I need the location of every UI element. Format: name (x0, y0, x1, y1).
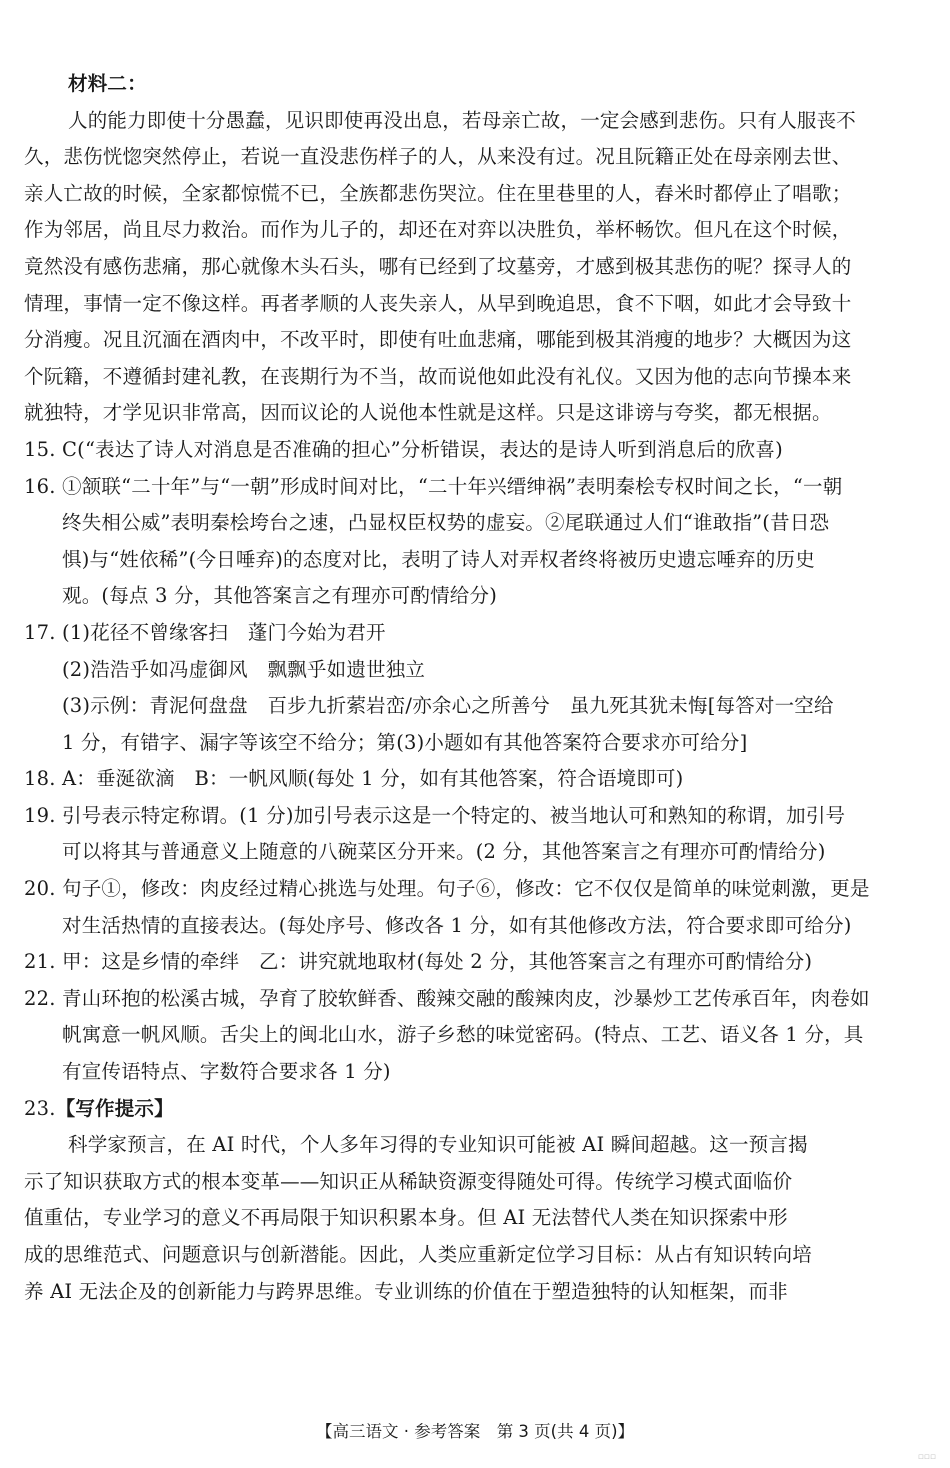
answer-15: 15. C(“表达了诗人对消息是否准确的担心”分析错误，表达的是诗人听到消息后的欣喜) (24, 437, 783, 461)
paragraph-line: 情理，事情一定不像这样。再者孝顺的人丧失亲人，从早到晚追思，食不下咽，如此才会导致十 (24, 291, 852, 315)
paragraph-line: 示了知识获取方式的根本变革——知识正从稀缺资源变得随处可得。传统学习模式面临价 (24, 1169, 793, 1193)
paragraph-line: 竟然没有感伤悲痛，那心就像木头石头，哪有已经到了坟墓旁，才感到极其悲伤的呢？探寻人的 (24, 254, 852, 278)
answer-line: 19. 引号表示特定称谓。(1 分)加引号表示这是一个特定的、被当地认可和熟知的称谓，加引号 (24, 803, 846, 827)
paragraph-line: 就独特，才学见识非常高，因而议论的人说他本性就是这样。只是这诽谤与夸奖，都无根据。 (24, 401, 832, 425)
answer-line: 可以将其与普通意义上随意的八碗菜区分开来。(2 分，其他答案言之有理亦可酌情给分) (62, 840, 826, 864)
page-footer: 【高三语文 · 参考答案 第 3 页(共 4 页)】 (315, 1422, 635, 1441)
paragraph-line: 久，悲伤恍惚突然停止，若说一直没悲伤样子的人，从来没有过。况且阮籍正处在母亲刚去世、 (24, 145, 852, 169)
paragraph-line: 养 AI 无法企及的创新能力与跨界思维。专业训练的价值在于塑造独特的认知框架，而非 (24, 1279, 788, 1303)
writing-tips-paragraph (24, 1127, 928, 1310)
translation-paragraph (24, 103, 928, 432)
corner-watermark: ▫▫▫ (917, 1452, 936, 1462)
paragraph-line: 分消瘦。况且沉湎在酒肉中，不改平时，即使有吐血悲痛，哪能到极其消瘦的地步？大概因为这 (24, 328, 852, 352)
section-title: 材料二： (68, 72, 147, 95)
answer-line: (3)示例：青泥何盘盘 百步九折萦岩峦/亦余心之所善兮 虽九死其犹未悔[每答对一空给 (62, 694, 834, 718)
paragraph-line: 个阮籍，不遵循封建礼教，在丧期行为不当，故而说他如此没有礼仪。又因为他的志向节操本来 (24, 364, 852, 388)
paragraph-line: 成的思维范式、问题意识与创新潜能。因此，人类应重新定位学习目标：从占有知识转向培 (24, 1243, 813, 1266)
answer-line: 惧)与“姓依稀”(今日唾弃)的态度对比，表明了诗人对弄权者终将被历史遗忘唾弃的历史 (62, 547, 815, 571)
answer-line: 16. ①颔联“二十年”与“一朝”形成时间对比，“二十年兴缙绅祸”表明秦桧专权时间之长，“一朝 (24, 474, 843, 498)
answer-line: 17. (1)花径不曾缘客扫 蓬门今始为君开 (24, 620, 386, 644)
answer-line: 1 分，有错字、漏字等该空不给分；第(3)小题如有其他答案符合要求亦可给分] (62, 730, 748, 754)
answer-20 (24, 871, 928, 944)
paragraph-line: 人的能力即使十分愚蠢，见识即使再没出息，若母亲亡故，一定会感到悲伤。只有人服丧不 (68, 108, 857, 132)
answer-19 (24, 798, 928, 871)
answer-17 (24, 615, 928, 761)
answer-line: 帆寓意一帆风顺。舌尖上的闽北山水，游子乡愁的味觉密码。(特点、工艺、语义各 1 分，具 (62, 1023, 864, 1047)
answer-line: 20. 句子①，修改：肉皮经过精心挑选与处理。句子⑥，修改：它不仅仅是简单的味觉刺激，更是 (24, 877, 870, 901)
answer-page (24, 66, 928, 1310)
answer-line: 有宣传语特点、字数符合要求各 1 分) (62, 1060, 391, 1084)
answer-16 (24, 469, 928, 615)
writing-tips-label: 【写作提示】 (55, 1096, 174, 1120)
paragraph-line: 值重估，专业学习的意义不再局限于知识积累本身。但 AI 无法替代人类在知识探索中形 (24, 1206, 788, 1230)
paragraph-line: 作为邻居，尚且尽力救治。而作为儿子的，却还在对弈以决胜负，举杯畅饮。但凡在这个时候， (24, 218, 852, 242)
answer-line: 对生活热情的直接表达。(每处序号、修改各 1 分，如有其他修改方法，符合要求即可给分) (62, 913, 852, 937)
answer-line: 终失相公威”表明秦桧垮台之速，凸显权臣权势的虚妄。②尾联通过人们“谁敢指”(昔日恐 (62, 511, 830, 535)
answer-line: 22. 青山环抱的松溪古城，孕育了胶软鲜香、酸辣交融的酸辣肉皮，沙暴炒工艺传承百年，肉卷如 (24, 986, 870, 1010)
answer-line: (2)浩浩乎如冯虚御风 飘飘乎如遗世独立 (62, 657, 426, 681)
answer-23-number: 23. (24, 1096, 56, 1120)
paragraph-line: 亲人亡故的时候，全家都惊慌不已，全族都悲伤哭泣。住在里巷里的人，舂米时都停止了唱歌； (24, 181, 852, 205)
answer-18: 18. A：垂涎欲滴 B：一帆风顺(每处 1 分，如有其他答案，符合语境即可) (24, 767, 684, 791)
answer-23-heading (24, 1091, 928, 1128)
paragraph-line: 科学家预言，在 AI 时代，个人多年习得的专业知识可能被 AI 瞬间超越。这一预言揭 (68, 1133, 808, 1157)
answer-22 (24, 981, 928, 1091)
answer-line: 观。(每点 3 分，其他答案言之有理亦可酌情给分) (62, 584, 498, 608)
answer-21: 21. 甲：这是乡情的牵绊 乙：讲究就地取材(每处 2 分，其他答案言之有理亦可酌情给分) (24, 950, 813, 974)
